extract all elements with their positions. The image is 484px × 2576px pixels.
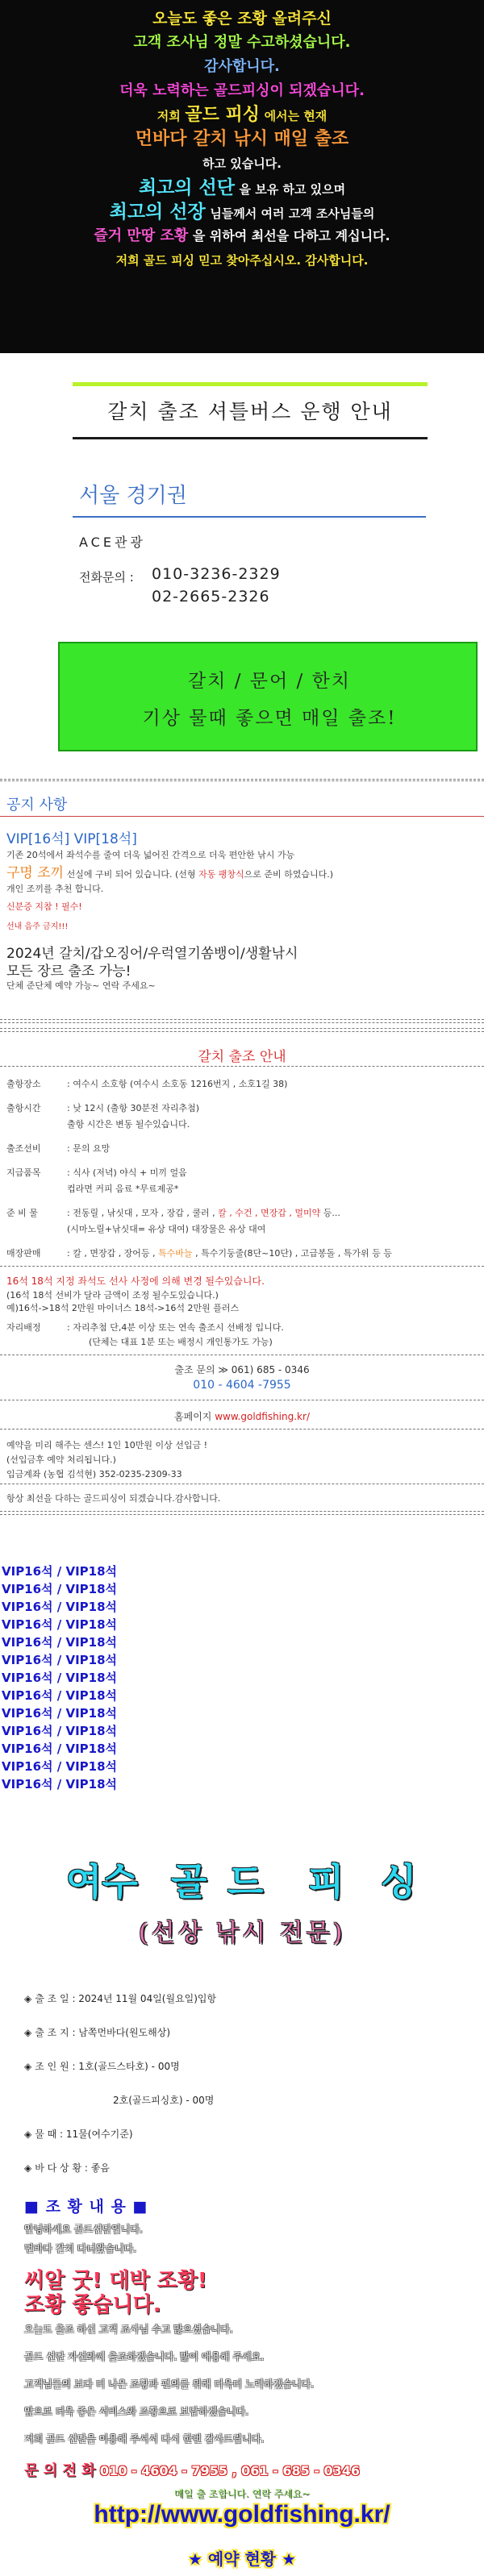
info-row: (단체는 대표 1분 또는 배정시 개인통가도 가능)	[89, 1337, 273, 1347]
banner-text: 을 보유 하고 있으며	[239, 182, 346, 197]
report-line: 고객님들의 보다 더 나은 조황과 편의를 위해 더욱더 노력하겠습니다.	[24, 2378, 314, 2390]
report-line: 저희 골드 선단을 이용해 주셔서 다시 한번 감사드립니다.	[24, 2433, 265, 2445]
report-line: 오늘도 출조 하신 고객 조사님 수고 많으셨습니다.	[24, 2324, 233, 2335]
info-label: 출항시간	[6, 1103, 41, 1113]
notice-text: 개인 조끼를 추천 합니다.	[6, 884, 104, 894]
banner-line: 더욱 노력하는 골드피싱이 되겠습니다.	[119, 82, 365, 99]
banner-line	[0, 200, 484, 224]
report-row: 2호(골드피싱호) - 00명	[113, 2095, 215, 2106]
diamond-icon: ◈	[24, 2162, 32, 2174]
info-value: : 전동릴 , 낚싯대 , 모자 , 장갑 , 쿨러 ,	[67, 1208, 215, 1218]
report-line: 안녕하세요 골드선단입니다.	[24, 2224, 143, 2235]
divider	[0, 1511, 484, 1512]
diamond-icon: ◈	[24, 1993, 32, 2004]
seat-notice: 예)16석->18석 2만원 마이너스 18석->16석 2만원 플러스	[6, 1303, 240, 1313]
banner-text: 을 위하여 최선을 다하고 계십니다.	[192, 228, 390, 243]
info-row: 컵라면 커피 음료 *무료제공*	[67, 1184, 179, 1194]
info-row	[6, 1321, 284, 1334]
notice-text: 으로 준비 하였습니다.)	[244, 869, 334, 880]
banner-highlight: 최고의 선단	[138, 177, 235, 198]
seat-notice: (16석 18석 선비가 달라 금액이 조정 될수도있습니다.)	[6, 1290, 219, 1300]
info-value: 등...	[320, 1208, 340, 1218]
divider	[0, 1028, 484, 1029]
star-icon: ★	[276, 2549, 297, 2569]
vip-line: VIP16석 / VIP18석	[2, 1688, 118, 1703]
notice-text: 선실에 구비 되어 있습니다. (선형	[64, 869, 198, 880]
divider	[0, 779, 484, 781]
brand-char: 싱	[381, 1860, 417, 1904]
report-value: 출 조 일 : 2024년 11월 04일(월요일)입항	[35, 1993, 217, 2004]
divider	[0, 1514, 484, 1515]
info-value: : 자리추첨 단,4분 이상 또는 연속 출조시 선배정 입니다.	[67, 1322, 284, 1333]
contact-label: 문 의 전 화	[24, 2462, 96, 2479]
notice-alert: 신분증 지참 ! 필수!	[6, 901, 82, 912]
notice-text	[6, 861, 333, 881]
inquiry-phone[interactable]: 출조 문의 ≫ 061) 685 - 0346	[174, 1364, 310, 1375]
divider	[0, 1066, 484, 1067]
brand-char: 여수	[66, 1860, 138, 1904]
info-value: , 특수기둥줄(8단~10단) , 고급봉돌 , 특가위 등 등	[192, 1248, 392, 1259]
report-line: 먼바다 갈치 다녀왔습니다.	[24, 2243, 136, 2254]
banner-text: 에서는 현재	[264, 109, 328, 123]
vip-line: VIP16석 / VIP18석	[2, 1742, 118, 1756]
reservation-status-link[interactable]	[0, 2546, 484, 2570]
banner-line: 오늘도 좋은 조황 올려주신	[152, 10, 332, 27]
report-row	[24, 2127, 133, 2141]
vip-line: VIP16석 / VIP18석	[2, 1653, 118, 1667]
bank-account: 입금계좌 (농협 김석현) 352-0235-2309-33	[6, 1469, 182, 1479]
vip-line: VIP16석 / VIP18석	[2, 1671, 118, 1685]
info-label: 준 비 물	[6, 1208, 38, 1218]
star-icon: ★	[187, 2549, 208, 2569]
green-box-line: 갈치 / 문어 / 한치	[187, 671, 352, 692]
info-label: 지급품목	[6, 1167, 41, 1178]
divider	[0, 1019, 484, 1020]
banner-text: 님들께서 여러 고객 조사님들의	[210, 206, 375, 221]
banner-line: 저희 골드 피싱 믿고 찾아주십시오. 감사합니다.	[115, 253, 369, 268]
banner-highlight: 최고의 선장	[109, 202, 206, 223]
daily-departure-box	[58, 642, 478, 751]
report-headline: 조황 좋습니다.	[24, 2293, 161, 2317]
website-link[interactable]: http://www.goldfishing.kr/	[94, 2501, 390, 2528]
info-row	[6, 1246, 392, 1259]
notice-genres: 2024년 갈치/갑오징어/우럭열기쏨뱅이/생활낚시	[6, 946, 298, 962]
top-banner	[0, 0, 484, 353]
info-label: 출항장소	[6, 1079, 41, 1089]
brand-char: 피	[308, 1860, 344, 1904]
info-row	[6, 1166, 187, 1179]
phone-number[interactable]: 010-3236-2329	[152, 565, 281, 583]
info-label: 출조선비	[6, 1143, 41, 1154]
notice-title: 공지 사항	[6, 797, 68, 814]
banner-line	[0, 103, 484, 127]
phone-number[interactable]: 02-2665-2326	[152, 588, 270, 606]
report-title: ■ 조 황 내 용 ■	[24, 2198, 148, 2216]
info-value: : 낮 12시 (출항 30분전 자리추첨)	[67, 1103, 200, 1113]
mobile-number[interactable]: 010 - 4604 -7955	[193, 1379, 291, 1392]
banner-text: 저희	[156, 109, 181, 123]
info-highlight: 특수바늘	[155, 1248, 193, 1259]
closing-text: 항상 최선을 다하는 골드피싱이 되겠습니다.감사합니다.	[6, 1493, 221, 1504]
banner-line: 감사합니다.	[204, 58, 280, 75]
notice-text: 기존 20석에서 좌석수를 줄여 더욱 넓어진 간격으로 더욱 편안한 낚시 가능	[6, 850, 295, 860]
report-row	[24, 2059, 180, 2073]
divider	[0, 816, 484, 817]
diamond-icon: ◈	[24, 2027, 32, 2038]
vip-line: VIP16석 / VIP18석	[2, 1706, 118, 1721]
info-row	[6, 1206, 340, 1219]
report-line: 앞으로 더욱 좋은 서비스와 조황으로 보답하겠습니다.	[24, 2406, 248, 2417]
vip-line: VIP16석 / VIP18석	[2, 1617, 118, 1632]
vip-line: VIP16석 / VIP18석	[2, 1724, 118, 1738]
divider	[0, 1022, 484, 1023]
reservation-note: (선입금후 예약 처리됩니다.)	[6, 1454, 116, 1465]
daily-note: 매일 출 조합니다. 연락 주세요~	[173, 2488, 311, 2499]
diamond-icon: ◈	[24, 2061, 32, 2072]
banner-line	[0, 224, 484, 248]
report-row	[24, 2161, 110, 2174]
info-row: 출항 시간은 변동 될수있습니다.	[67, 1119, 190, 1130]
report-value: 출 조 지 : 남쪽먼바다(원도해상)	[35, 2027, 171, 2038]
vip-line: VIP16석 / VIP18석	[2, 1600, 118, 1614]
homepage-line	[0, 1409, 484, 1423]
vip-line: VIP16석 / VIP18석	[2, 1564, 118, 1579]
divider	[73, 516, 426, 518]
brand-subtitle: (선상 낚시 전문)	[138, 1919, 346, 1947]
contact-numbers[interactable]: 010 - 4604 - 7955 , 061 - 685 - 0346	[95, 2463, 361, 2478]
banner-line	[0, 176, 484, 200]
report-line: 골드 선단 자선와께 출조하겠습니다. 많이 애용해 주세요.	[24, 2351, 265, 2362]
brand-char: 골	[171, 1860, 207, 1904]
brand-char: 드	[227, 1860, 264, 1904]
brand-title	[66, 1853, 445, 1904]
contact-line	[24, 2459, 360, 2480]
notice-alert: 선내 음주 금지!!!	[6, 922, 69, 931]
report-value: 바 다 상 황 : 좋음	[35, 2162, 110, 2174]
info-row	[6, 1101, 199, 1114]
info-row	[6, 1142, 110, 1155]
vip-line: VIP16석 / VIP18석	[2, 1635, 118, 1650]
report-value: 물 때 : 11물(여수기준)	[35, 2129, 133, 2140]
info-title: 갈치 출조 안내	[198, 1049, 286, 1065]
vip-line: VIP16석 / VIP18석	[2, 1777, 118, 1792]
vip-heading: VIP[16석] VIP[18석]	[6, 831, 137, 847]
seat-notice: 16석 18석 지정 좌석도 선사 사정에 의해 변경 될수있습니다.	[6, 1276, 265, 1287]
homepage-label: 홈페이지	[174, 1411, 215, 1422]
info-label: 자리배정	[6, 1322, 41, 1333]
notice-text: 단체 준단체 예약 가능~ 연락 주세요~	[6, 980, 156, 991]
report-headline: 씨알 굿! 대박 조황!	[24, 2269, 207, 2293]
info-highlight: 칼 , 수건 , 면장갑 , 멀미약	[215, 1208, 321, 1218]
divider	[0, 1031, 484, 1032]
info-label: 매장판매	[6, 1248, 41, 1259]
banner-highlight: 즐거 만땅 조황	[94, 227, 189, 244]
mobile-phone[interactable]	[0, 1379, 484, 1392]
info-row	[6, 1077, 287, 1090]
life-vest-label: 구명 조끼	[6, 865, 65, 881]
vip-line: VIP16석 / VIP18석	[2, 1759, 118, 1774]
banner-line: 하고 있습니다.	[202, 156, 282, 171]
homepage-link[interactable]: www.goldfishing.kr/	[215, 1411, 310, 1422]
report-row	[24, 1991, 216, 2005]
vip-line: VIP16석 / VIP18석	[2, 1582, 118, 1596]
banner-brand: 골드 피싱	[185, 105, 260, 125]
info-value: : 여수시 소호항 (여수시 소호동 1216번지 , 소호1길 38)	[67, 1079, 288, 1089]
bus-title: 갈치 출조 셔틀버스 운행 안내	[107, 400, 393, 423]
notice-genres: 모든 장르 출조 가능!	[6, 963, 131, 980]
info-row: (시마노릴+낚싯대= 유상 대여) 대장물은 유상 대여	[67, 1224, 266, 1234]
divider	[73, 437, 428, 439]
region-label: 서울 경기권	[79, 484, 187, 508]
phone-label: 전화문의 :	[79, 570, 134, 585]
info-value: : 문의 요망	[67, 1143, 111, 1154]
report-value: 조 인 원 : 1호(골드스타호) - 00명	[35, 2061, 180, 2072]
info-value: : 칼 , 면장갑 , 장어등 ,	[67, 1248, 156, 1259]
banner-line: 먼바다 갈치 낚시 매일 출조	[135, 129, 349, 149]
divider	[0, 1266, 484, 1267]
report-row	[24, 2025, 170, 2039]
banner-line: 고객 조사님 정말 수고하셨습니다.	[133, 34, 351, 51]
green-box-line: 기상 물때 좋으면 매일 출조!	[142, 708, 397, 729]
bus-title-bar	[73, 382, 428, 439]
reservation-label[interactable]: 예약 현황	[207, 2549, 277, 2569]
notice-highlight: 자동 팽창식	[198, 869, 244, 880]
reservation-note: 예약을 미리 해주는 센스! 1인 10만원 이상 선입금 !	[6, 1440, 208, 1450]
info-value: : 식사 (저녁) 야식 + 미끼 얼음	[67, 1167, 187, 1178]
bus-company: ACE관광	[79, 535, 146, 550]
diamond-icon: ◈	[24, 2129, 32, 2140]
